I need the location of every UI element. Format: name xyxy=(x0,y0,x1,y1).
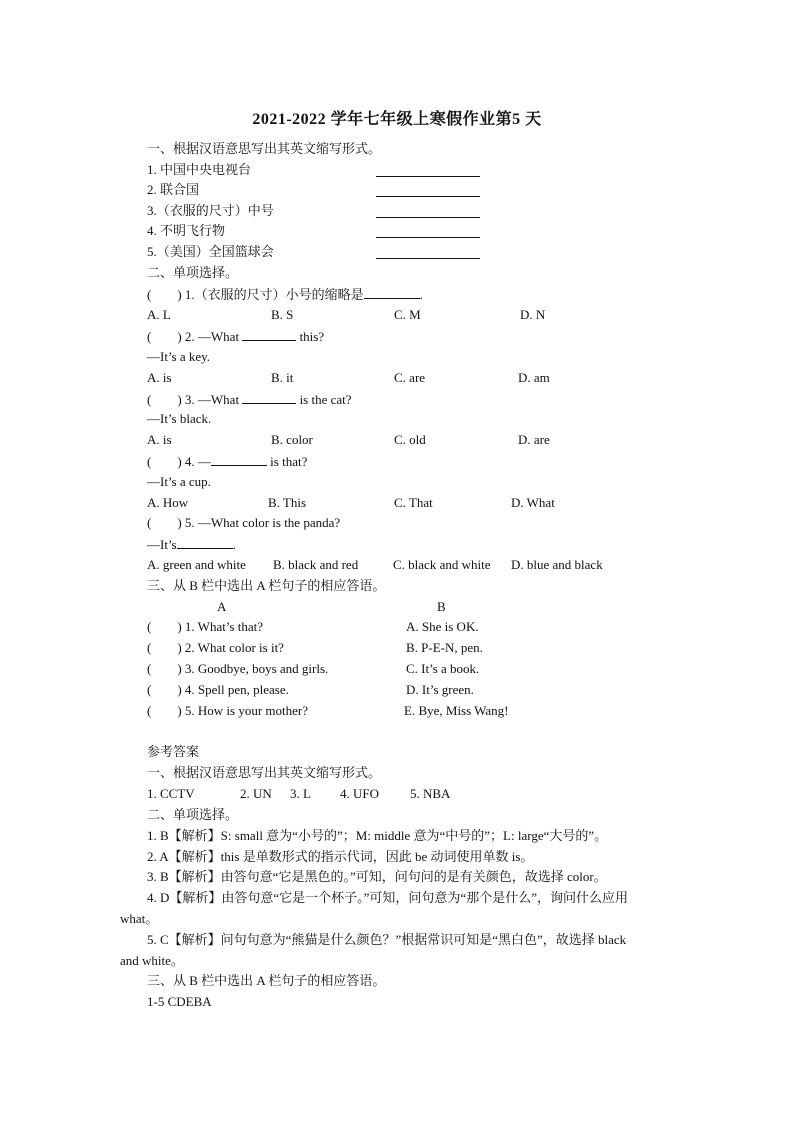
answers-sec1-2: 2. UN xyxy=(240,786,272,801)
section3-heading: 三、从 B 栏中选出 A 栏句子的相应答语。 xyxy=(147,578,386,593)
question-3 xyxy=(147,390,352,409)
q1-option-a: A. L xyxy=(147,307,171,322)
sec1-item-5: 5.（美国）全国篮球会 xyxy=(147,244,274,259)
question-1-blank[interactable] xyxy=(364,285,420,299)
sec1-item-3: 3.（衣服的尺寸）中号 xyxy=(147,203,274,218)
question-2-stem: ( ) 2. —What xyxy=(147,329,240,344)
question-4-blank[interactable] xyxy=(211,452,267,466)
question-2-end: this? xyxy=(299,329,325,344)
match-b-4: D. It’s green. xyxy=(406,682,474,697)
question-3-reply: —It’s black. xyxy=(147,411,212,426)
match-a-5: ( ) 5. How is your mother? xyxy=(147,703,309,718)
question-2-reply: —It’s a key. xyxy=(147,349,211,364)
match-b-5: E. Bye, Miss Wang! xyxy=(404,703,509,718)
answers-sec1-heading: 一、根据汉语意思写出其英文缩写形式。 xyxy=(147,765,382,780)
answers-sec1-3: 3. L xyxy=(290,786,311,801)
question-3-end: is the cat? xyxy=(299,392,352,407)
question-4-end: is that? xyxy=(270,454,308,469)
question-4-reply: —It’s a cup. xyxy=(147,474,211,489)
q1-option-b: B. S xyxy=(271,307,294,322)
question-1 xyxy=(147,285,423,304)
q1-option-d: D. N xyxy=(520,307,546,322)
q5-option-b: B. black and red xyxy=(273,557,359,572)
q3-option-c: C. old xyxy=(394,432,426,447)
q3-option-b: B. color xyxy=(271,432,313,447)
question-4 xyxy=(147,452,307,471)
match-a-4: ( ) 4. Spell pen, please. xyxy=(147,682,289,697)
answers-sec1-5: 5. NBA xyxy=(410,786,451,801)
q1-option-c: C. M xyxy=(394,307,421,322)
section1-heading: 一、根据汉语意思写出其英文缩写形式。 xyxy=(147,141,382,156)
sec1-item-1: 1. 中国中央电视台 xyxy=(147,162,252,177)
match-b-2: B. P-E-N, pen. xyxy=(406,640,483,655)
answers-sec3-heading: 三、从 B 栏中选出 A 栏句子的相应答语。 xyxy=(147,973,386,988)
q2-option-b: B. it xyxy=(271,370,294,385)
q2-option-d: D. am xyxy=(518,370,550,385)
q2-option-a: A. is xyxy=(147,370,172,385)
answer-blank-2[interactable] xyxy=(376,196,480,197)
sec1-item-4: 4. 不明飞行物 xyxy=(147,223,226,238)
q4-option-c: C. That xyxy=(394,495,433,510)
answer-explanation-1: 1. B【解析】S: small 意为“小号的”；M: middle 意为“中号的”；L: large“大号的”。 xyxy=(147,828,608,843)
question-5-reply-start: —It’s xyxy=(147,537,177,552)
answer-explanation-4-cont: what。 xyxy=(120,911,159,926)
q5-option-c: C. black and white xyxy=(393,557,491,572)
answer-blank-4[interactable] xyxy=(376,237,480,238)
question-1-end: . xyxy=(419,287,423,302)
answer-blank-3[interactable] xyxy=(376,217,480,218)
q3-option-d: D. are xyxy=(518,432,550,447)
match-b-1: A. She is OK. xyxy=(406,619,479,634)
match-b-3: C. It’s a book. xyxy=(406,661,480,676)
question-2 xyxy=(147,327,324,346)
q2-option-c: C. are xyxy=(394,370,426,385)
question-1-stem: ( ) 1.（衣服的尺寸）小号的缩略是 xyxy=(147,287,364,302)
question-4-stem: ( ) 4. — xyxy=(147,454,211,469)
answers-sec2-heading: 二、单项选择。 xyxy=(147,807,239,822)
answers-sec3-key: 1-5 CDEBA xyxy=(147,994,212,1009)
answers-sec1-4: 4. UFO xyxy=(340,786,380,801)
column-b-header: B xyxy=(437,599,446,614)
page-title: 2021-2022 学年七年级上寒假作业第5 天 xyxy=(252,111,542,128)
answer-explanation-3: 3. B【解析】由答句意“它是黑色的。”可知，问句问的是有关颜色，故选择 color。 xyxy=(147,869,607,884)
answer-blank-5[interactable] xyxy=(376,258,480,259)
answer-explanation-2: 2. A【解析】this 是单数形式的指示代词，因此 be 动词使用单数 is。 xyxy=(147,849,534,864)
question-2-blank[interactable] xyxy=(242,327,296,341)
match-a-3: ( ) 3. Goodbye, boys and girls. xyxy=(147,661,329,676)
q3-option-a: A. is xyxy=(147,432,172,447)
q5-option-d: D. blue and black xyxy=(511,557,603,572)
answer-explanation-5-cont: and white。 xyxy=(120,953,184,968)
answers-sec1-1: 1. CCTV xyxy=(147,786,195,801)
question-5-reply-end: . xyxy=(232,537,236,552)
section2-heading: 二、单项选择。 xyxy=(147,265,239,280)
column-a-header: A xyxy=(217,599,227,614)
q4-option-d: D. What xyxy=(511,495,555,510)
answer-explanation-4: 4. D【解析】由答句意“它是一个杯子。”可知，问句意为“那个是什么”，询问什么应用 xyxy=(147,890,628,905)
answer-explanation-5: 5. C【解析】问句句意为“熊猫是什么颜色？”根据常识可知是“黑白色”，故选择 black xyxy=(147,932,627,947)
question-3-blank[interactable] xyxy=(242,390,296,404)
match-a-1: ( ) 1. What’s that? xyxy=(147,619,264,634)
q4-option-a: A. How xyxy=(147,495,189,510)
question-3-stem: ( ) 3. —What xyxy=(147,392,240,407)
q4-option-b: B. This xyxy=(268,495,307,510)
sec1-item-2: 2. 联合国 xyxy=(147,182,200,197)
question-5-reply xyxy=(147,535,236,554)
answers-heading: 参考答案 xyxy=(147,744,200,759)
match-a-2: ( ) 2. What color is it? xyxy=(147,640,284,655)
question-5-blank[interactable] xyxy=(177,535,233,549)
q5-option-a: A. green and white xyxy=(147,557,246,572)
answer-blank-1[interactable] xyxy=(376,176,480,177)
question-5-stem: ( ) 5. —What color is the panda? xyxy=(147,515,341,530)
